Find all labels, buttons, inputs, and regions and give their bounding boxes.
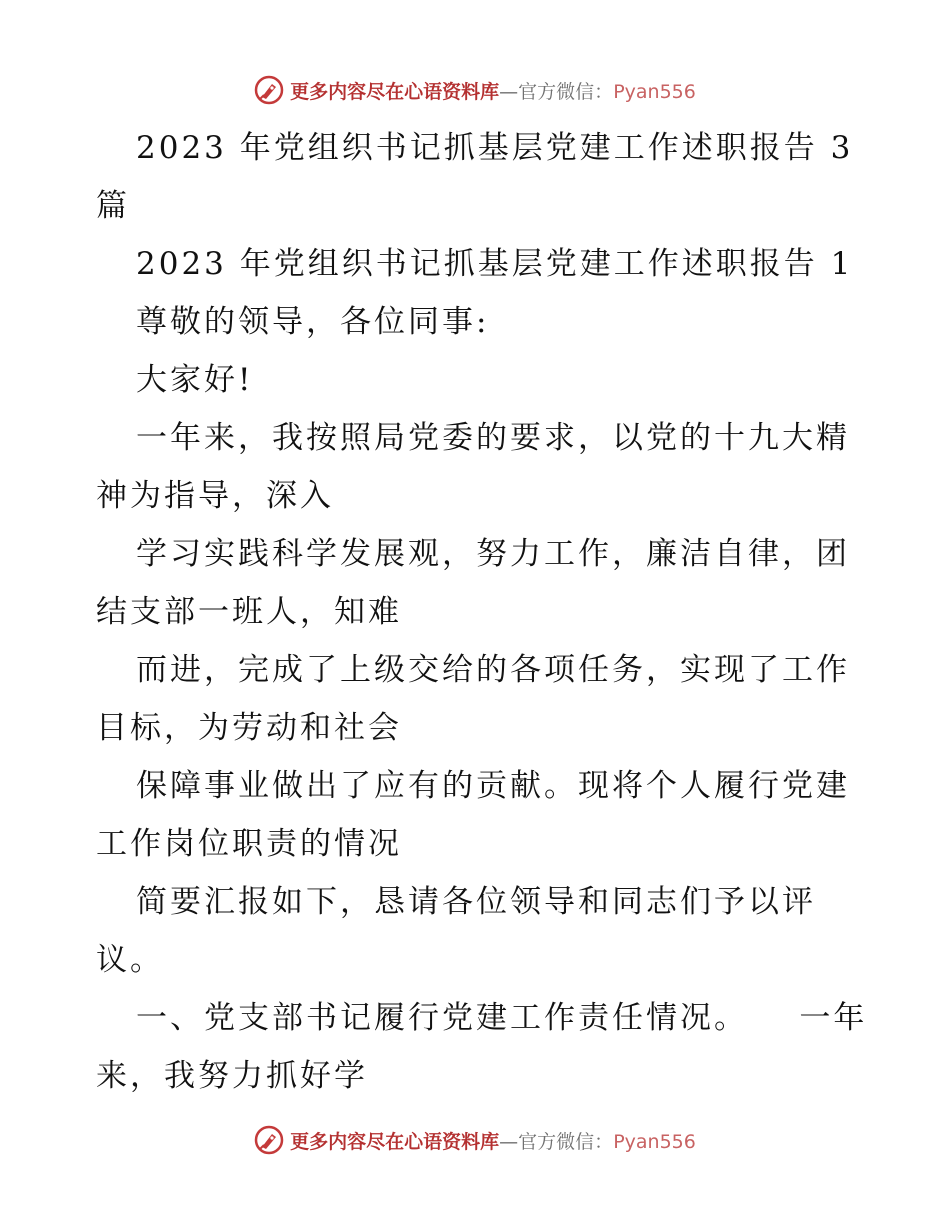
doc-paragraph-line: 一年来，我按照局党委的要求，以党的十九大精 xyxy=(136,420,850,456)
doc-paragraph-line: 而进，完成了上级交给的各项任务，实现了工作 xyxy=(136,652,850,688)
doc-paragraph-line: 结支部一班人，知难 xyxy=(96,594,402,630)
doc-salutation: 尊敬的领导，各位同事: xyxy=(136,304,490,340)
document-body xyxy=(96,119,868,1105)
doc-paragraph-line: 神为指导，深入 xyxy=(96,478,334,514)
doc-title-line-2: 篇 xyxy=(96,188,130,224)
doc-paragraph-line: 议。 xyxy=(96,942,164,978)
pen-nib-logo-icon xyxy=(254,1125,284,1155)
header-brand: 更多内容尽在心语资料库 xyxy=(290,80,500,103)
header-wechat-id: Pyan556 xyxy=(613,80,696,103)
footer-banner xyxy=(0,1120,950,1160)
doc-greeting: 大家好! xyxy=(136,362,254,398)
pen-nib-logo-icon xyxy=(254,75,284,105)
doc-paragraph-line: 保障事业做出了应有的贡献。现将个人履行党建 xyxy=(136,768,850,804)
footer-wechat-id: Pyan556 xyxy=(613,1130,696,1153)
doc-subtitle: 2023 年党组织书记抓基层党建工作述职报告 1 xyxy=(136,246,854,282)
doc-title-line-1: 2023 年党组织书记抓基层党建工作述职报告 3 xyxy=(136,130,854,166)
header-banner xyxy=(0,70,950,110)
footer-brand: 更多内容尽在心语资料库 xyxy=(290,1130,500,1153)
doc-paragraph-line: 目标，为劳动和社会 xyxy=(96,710,402,746)
doc-section-heading: 一、党支部书记履行党建工作责任情况。 一年 xyxy=(136,1000,868,1036)
header-wechat-label: —官方微信： xyxy=(499,80,614,103)
footer-wechat-label: —官方微信： xyxy=(499,1130,614,1153)
header-banner-text xyxy=(290,77,696,104)
footer-banner-text xyxy=(290,1127,696,1154)
doc-paragraph-line: 工作岗位职责的情况 xyxy=(96,826,402,862)
doc-paragraph-line: 简要汇报如下，恳请各位领导和同志们予以评 xyxy=(136,884,816,920)
doc-paragraph-line: 学习实践科学发展观，努力工作，廉洁自律，团 xyxy=(136,536,850,572)
doc-paragraph-line: 来，我努力抓好学 xyxy=(96,1058,368,1094)
